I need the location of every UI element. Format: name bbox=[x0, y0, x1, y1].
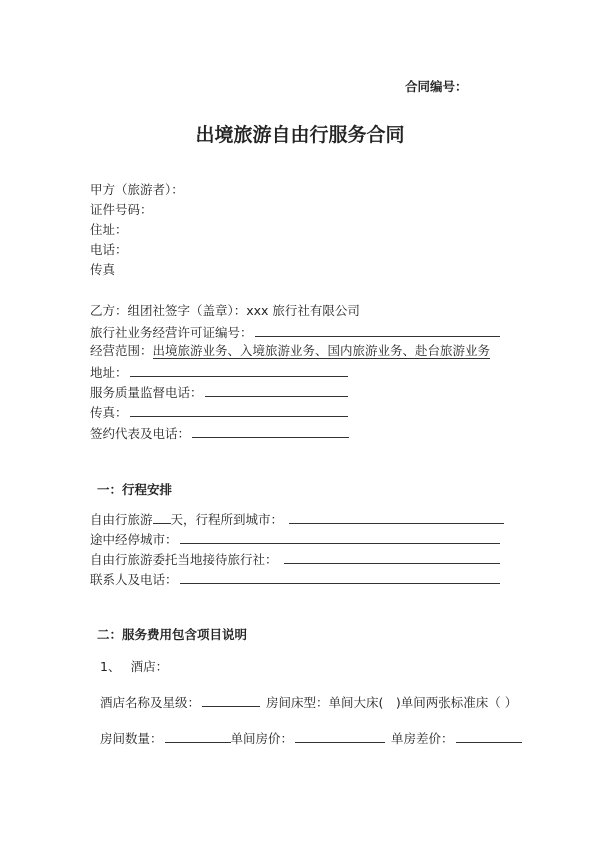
party-b-heading: 乙方：组团社签字（盖章）：xxx 旅行社有限公司 bbox=[90, 303, 360, 318]
room-row bbox=[100, 729, 524, 747]
hotel-name-field[interactable] bbox=[202, 693, 260, 707]
rep-field[interactable] bbox=[192, 424, 349, 438]
stopover-label: 途中经停城市： bbox=[90, 532, 178, 547]
item1-hotel: 1、 酒店： bbox=[100, 659, 169, 674]
single-diff-label: 单房差价： bbox=[391, 731, 454, 746]
local-agency-field[interactable] bbox=[284, 550, 500, 564]
hotel-name-label: 酒店名称及星级： bbox=[100, 695, 201, 710]
room-count-label: 房间数量： bbox=[100, 731, 163, 746]
address-field[interactable] bbox=[130, 363, 348, 377]
page-title: 出境旅游自由行服务合同 bbox=[195, 124, 405, 146]
scope-value: 出境旅游业务、入境旅游业务、国内旅游业务、赴台旅游业务 bbox=[152, 343, 491, 358]
license-label: 旅行社业务经营许可证编号： bbox=[90, 325, 253, 340]
license-row bbox=[90, 323, 502, 341]
rep-label: 签约代表及电话： bbox=[90, 426, 191, 441]
room-price-label: 单间房价： bbox=[230, 731, 294, 746]
party-a-phone: 电话： bbox=[90, 242, 128, 257]
party-a-fax: 传真 bbox=[90, 262, 116, 277]
single-diff-field[interactable] bbox=[456, 729, 522, 743]
address-row bbox=[90, 363, 350, 381]
trip-prefix: 自由行旅游 bbox=[90, 512, 153, 527]
stopover-row bbox=[90, 530, 502, 548]
section1-heading: 一：行程安排 bbox=[97, 482, 173, 497]
cities-field[interactable] bbox=[289, 510, 504, 524]
license-field[interactable] bbox=[255, 323, 500, 337]
party-a-address: 住址： bbox=[90, 222, 128, 237]
days-field[interactable] bbox=[153, 510, 171, 524]
bed-type: 房间床型：单间大床( )单间两张标准床（ ） bbox=[266, 695, 518, 710]
quality-phone-field[interactable] bbox=[205, 383, 348, 397]
quality-phone-row bbox=[90, 383, 350, 401]
scope-row bbox=[90, 343, 490, 359]
local-agency-label: 自由行旅游委托当地接待旅行社： bbox=[90, 552, 278, 567]
address-label: 地址： bbox=[90, 365, 128, 380]
fax-field[interactable] bbox=[130, 403, 348, 417]
local-agency-row bbox=[90, 550, 502, 568]
contract-number-label: 合同编号： bbox=[405, 79, 468, 94]
room-price-field[interactable] bbox=[295, 729, 385, 743]
section2-heading: 二：服务费用包含项目说明 bbox=[97, 627, 248, 642]
trip-suffix: 天，行程所到城市： bbox=[170, 512, 284, 527]
quality-phone-label: 服务质量监督电话： bbox=[90, 385, 203, 400]
fax-label: 传真： bbox=[90, 405, 128, 420]
room-count-field[interactable] bbox=[165, 729, 231, 743]
contact-field[interactable] bbox=[180, 570, 500, 584]
rep-row bbox=[90, 424, 351, 442]
party-a-heading: 甲方（旅游者）： bbox=[90, 182, 184, 197]
fax-row bbox=[90, 403, 350, 421]
party-a-id: 证件号码： bbox=[90, 202, 153, 217]
trip-row bbox=[90, 510, 506, 528]
scope-label: 经营范围： bbox=[90, 343, 153, 358]
hotel-row bbox=[100, 693, 517, 711]
contact-row bbox=[90, 570, 502, 588]
stopover-field[interactable] bbox=[180, 530, 500, 544]
contact-label: 联系人及电话： bbox=[90, 572, 178, 587]
